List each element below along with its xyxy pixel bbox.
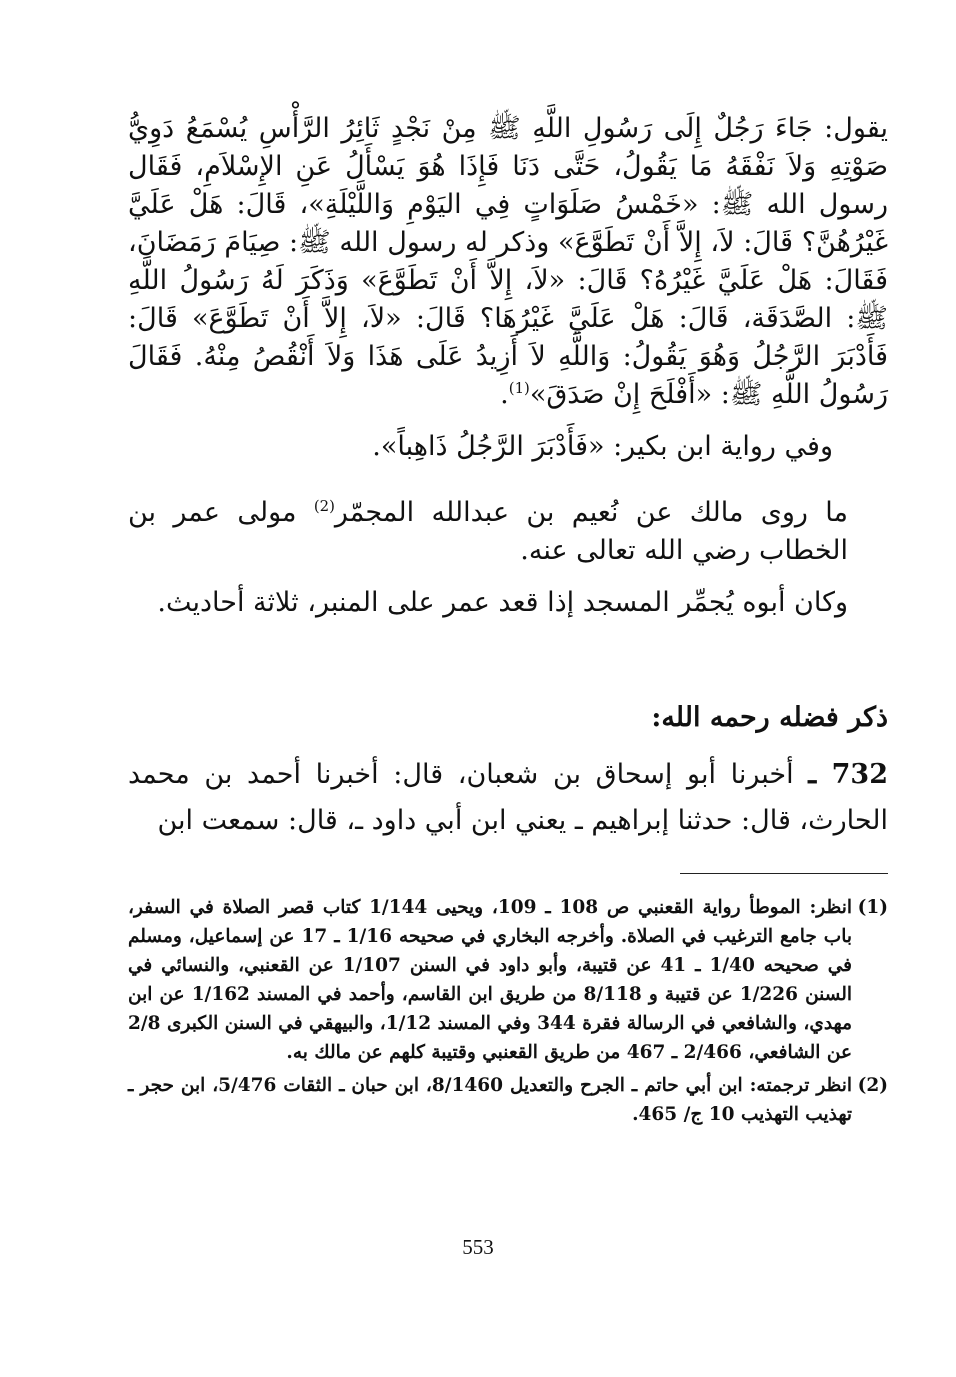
- main-text-block: [128, 110, 888, 622]
- footnote-marker: (1): [857, 897, 888, 918]
- footnote-separator: [680, 873, 888, 874]
- paragraph-malik-nuaym: [128, 494, 888, 570]
- footnote-marker: (2): [857, 1075, 888, 1096]
- footnote-ref-2[interactable]: (2): [313, 497, 335, 515]
- paragraph-father: وكان أبوه يُجمِّر المسجد إذا قعد عمر على المنبر، ثلاثة أحاديث.: [157, 587, 848, 618]
- nuaym-text-a: ما روى مالك عن نُعيم بن عبدالله المجمّر: [334, 497, 848, 528]
- footnote-1: [128, 893, 888, 1067]
- hadith-number: 732 ـ: [808, 759, 889, 790]
- footnote-ref-1[interactable]: (1): [508, 379, 530, 397]
- sentence-end: .: [500, 379, 509, 410]
- footnote-text: انظر: الموطأ رواية القعنبي ص 108 ـ 109، ويحيى 1/144 كتاب قصر الصلاة في السفر، باب جامع الترغيب في الصلاة. وأخرجه البخاري في صحيحه 1/16 ـ 17 عن إسماعيل، ومسلم في صحيحه 1/40 ـ 41 عن قتيبة، وأبو داود في السنن 1/107 عن القعنبي، والنسائي في السنن 1/226 عن قتيبة و 8/118 من طريق ابن القاسم، وأحمد في المسند 1/162 عن ابن مهدي، والشافعي في الرسالة فقرة 344 وفي المسند 1/12، والبيهقي في السنن الكبرى 2/8 عن الشافعي، 2/466 ـ 467 من طريق القعنبي وقتيبة كلهم عن مالك به.: [128, 897, 853, 1063]
- footnote-text: انظر ترجمته: ابن أبي حاتم ـ الجرح والتعديل 8/1460، ابن حبان ـ الثقات 5/476، ابن حجر ـ تهذيب التهذيب 10 ج/ 465.: [128, 1075, 852, 1125]
- hadith-chain: أخبرنا أبو إسحاق بن شعبان، قال: أخبرنا أحمد بن محمد الحارث، قال: حدثنا إبراهيم ـ يعني ابن أبي داود ـ، قال: سمعت ابن: [128, 759, 888, 836]
- page-number: 553: [462, 1235, 494, 1259]
- hadith-732: [128, 752, 888, 844]
- footnote-2: [128, 1071, 888, 1129]
- nuaym-text-b: مولى عمر بن الخطاب رضي الله تعالى عنه.: [128, 497, 848, 566]
- hadith-body: يقول: جَاءَ رَجُلٌ إِلَى رَسُولِ اللَّهِ ﷺ مِنْ نَجْدٍ ثَائِرُ الرَّأْسِ يُسْمَعُ دَوِيُّ صَوْتِهِ وَلاَ نَفْقَهُ مَا يَقُولُ، حَتَّى دَنَا فَإِذَا هُوَ يَسْأَلُ عَنِ الإِسْلاَمِ، فَقَال رسول الله ﷺ: «خَمْسُ صَلَوَاتٍ فِي اليَوْمِ وَاللَّيْلَةِ»، قَالَ: هَلْ عَلَيَّ غَيْرُهُنَّ؟ قَالَ: لاَ، إِلاَّ أَنْ تَطَوَّعَ» وذكر له رسول الله ﷺ: صِيَامَ رَمَضَانَ، فَقَالَ: هَلْ عَلَيَّ غَيْرُهُ؟ قَالَ: «لاَ، إِلاَّ أَنْ تَطَوَّعَ» وَذَكَرَ لَهُ رَسُولُ اللَّهِ ﷺ: الصَّدَقَة، قَالَ: هَلْ عَلَيَّ غَيْرُهَا؟ قَالَ: «لاَ، إِلاَّ أَنْ تَطَوَّعَ» قَالَ: فَأَدْبَرَ الرَّجُلُ وَهُوَ يَقُولُ: وَاللَّهِ لاَ أَزِيدُ عَلَى هَذَا وَلاَ أَنْقُصُ مِنْهُ. فَقَالَ رَسُولُ اللَّهِ ﷺ: «أَفْلَحَ إِنْ صَدَقَ»: [128, 113, 888, 410]
- section-heading: ذكر فضله رحمه الله:: [651, 702, 888, 733]
- footnotes: [128, 893, 888, 1133]
- paragraph-ibn-bukayr: وفي رواية ابن بكير: «فَأَدْبَرَ الرَّجُلُ ذَاهِباً».: [372, 431, 833, 462]
- paragraph-hadith-text: [128, 110, 888, 414]
